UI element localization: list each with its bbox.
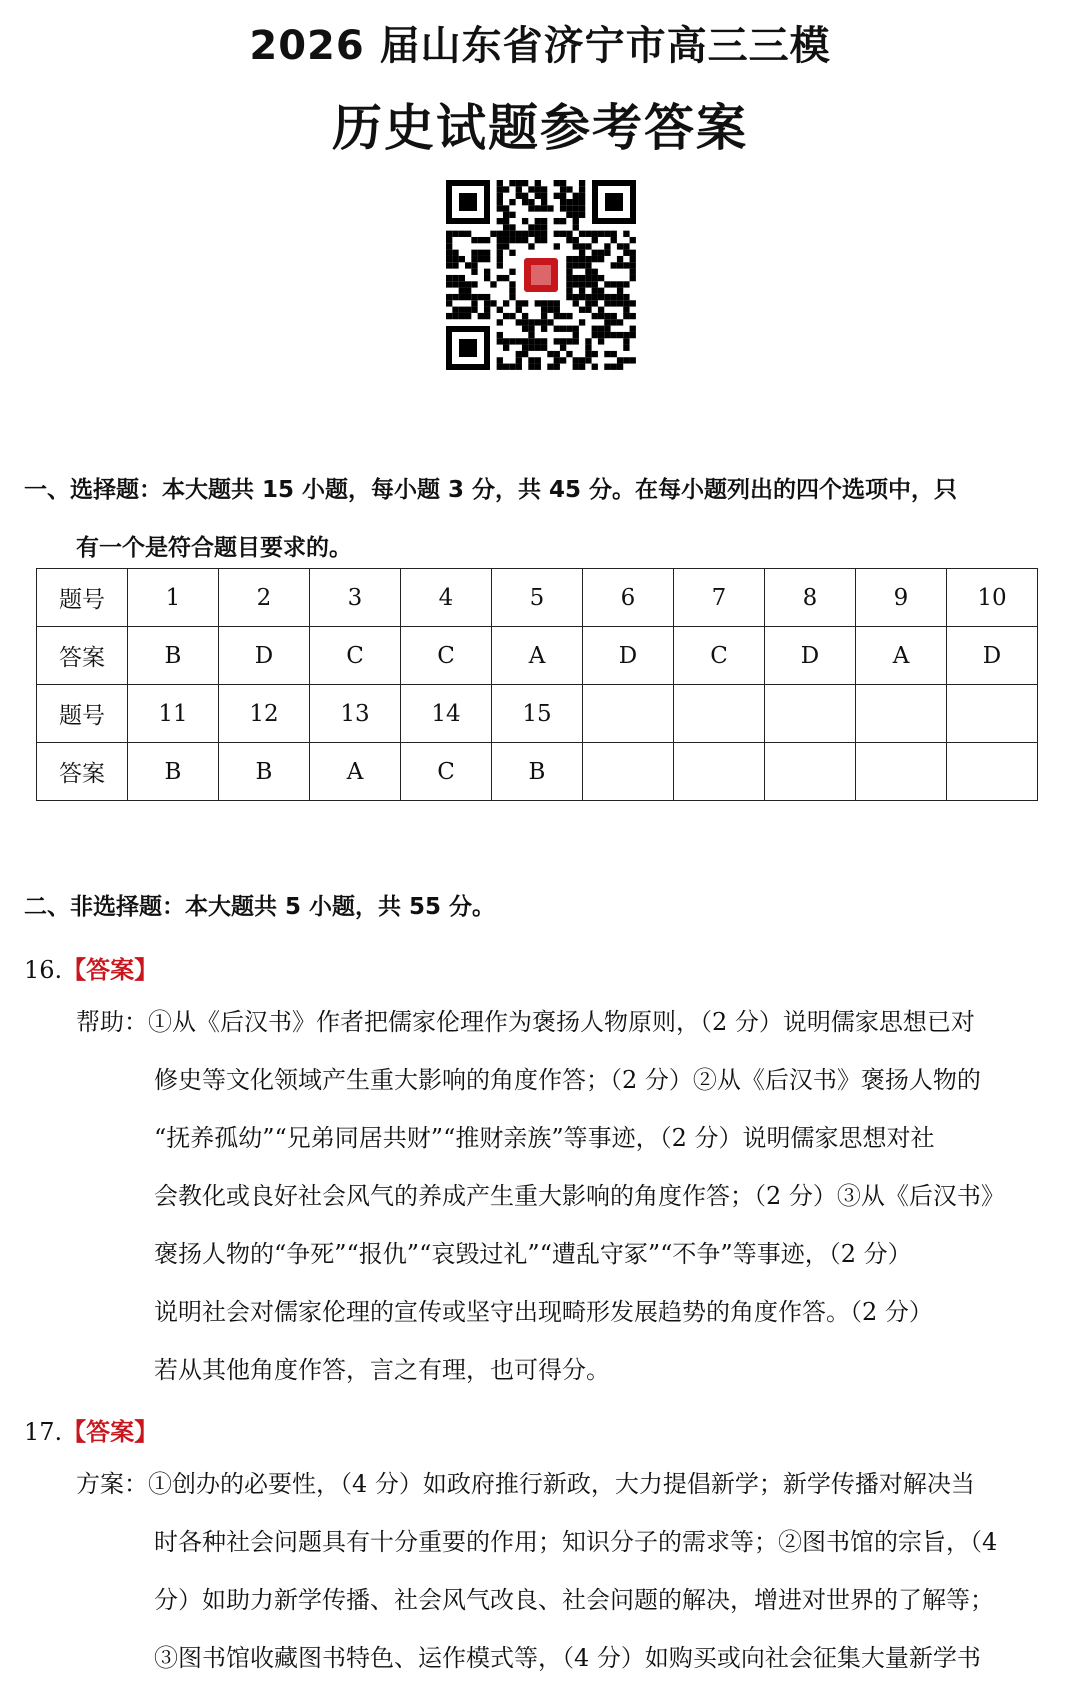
q16-number-line [24,950,158,985]
q16-answer-tag: 【答案】 [62,956,159,984]
answer-cell: C [310,627,401,685]
answer-cell [674,743,765,801]
answer-cell: D [219,627,310,685]
question-number: 1 [128,569,219,627]
q16-line: 褒扬人物的“争死”“报仇”“哀毁过礼”“遭乱守冢”“不争”等事迹，（2 分） [154,1240,912,1268]
q17-answer-tag: 【答案】 [62,1418,159,1446]
answer-cell: A [492,627,583,685]
table-row [37,569,1038,627]
question-number: 15 [492,685,583,743]
answer-cell [856,743,947,801]
question-number: 4 [401,569,492,627]
table-row [37,627,1038,685]
answer-cell: D [947,627,1038,685]
answer-cell: C [674,627,765,685]
question-number: 3 [310,569,401,627]
q16-line: “抚养孤幼”“兄弟同居共财”“推财亲族”等事迹，（2 分）说明儒家思想对社 [154,1124,935,1152]
q16-line: 若从其他角度作答，言之有理，也可得分。 [154,1356,610,1384]
q16-number: 16. [24,956,63,984]
question-number: 2 [219,569,310,627]
answer-cell: B [219,743,310,801]
section1-heading-line1: 一、选择题：本大题共 15 小题，每小题 3 分，共 45 分。在每小题列出的四个选项中，只 [24,477,958,503]
question-number [856,685,947,743]
section1-heading-line2: 有一个是符合题目要求的。 [76,535,352,561]
q17-answer-body [76,1455,1056,1687]
question-number [674,685,765,743]
answer-cell: C [401,627,492,685]
q16-line: 说明社会对儒家伦理的宣传或坚守出现畸形发展趋势的角度作答。（2 分） [154,1298,933,1326]
q17-line: 时各种社会问题具有十分重要的作用；知识分子的需求等；②图书馆的宗旨，（4 [154,1528,998,1556]
question-number: 6 [583,569,674,627]
q17-number-line [24,1412,158,1447]
question-number: 14 [401,685,492,743]
answer-cell [583,743,674,801]
table-row [37,685,1038,743]
q17-line: ③图书馆收藏图书特色、运作模式等，（4 分）如购买或向社会征集大量新学书 [154,1644,981,1672]
question-number: 13 [310,685,401,743]
section2-heading: 二、非选择题：本大题共 5 小题，共 55 分。 [24,894,496,920]
answer-cell: B [128,743,219,801]
answer-cell: D [583,627,674,685]
answer-cell [947,743,1038,801]
question-number: 8 [765,569,856,627]
question-number [583,685,674,743]
q16-line: 帮助：①从《后汉书》作者把儒家伦理作为褒扬人物原则，（2 分）说明儒家思想已对 [76,1008,975,1036]
q16-line: 修史等文化领域产生重大影响的角度作答；（2 分）②从《后汉书》褒扬人物的 [154,1066,981,1094]
q17-number: 17. [24,1418,63,1446]
question-number [947,685,1038,743]
question-number: 12 [219,685,310,743]
section1-heading [24,461,1064,577]
q17-line: 方案：①创办的必要性，（4 分）如政府推行新政，大力提倡新学；新学传播对解决当 [76,1470,975,1498]
answer-cell: A [310,743,401,801]
question-number: 10 [947,569,1038,627]
row-label: 题号 [37,569,128,627]
answer-cell: A [856,627,947,685]
document-subtitle: 历史试题参考答案 [332,99,748,157]
q16-answer-body [76,993,1056,1399]
row-label: 答案 [37,743,128,801]
answer-cell [765,743,856,801]
q17-line: 分）如助力新学传播、社会风气改良、社会问题的解决，增进对世界的了解等； [154,1586,994,1614]
table-row [37,743,1038,801]
qr-code-icon [446,180,636,370]
question-number: 9 [856,569,947,627]
question-number: 7 [674,569,765,627]
answer-cell: B [492,743,583,801]
answer-cell: B [128,627,219,685]
answer-cell: C [401,743,492,801]
question-number: 5 [492,569,583,627]
answer-table [36,568,1038,801]
row-label: 题号 [37,685,128,743]
question-number [765,685,856,743]
document-title: 2026 届山东省济宁市高三三模 [249,23,831,69]
answer-cell: D [765,627,856,685]
question-number: 11 [128,685,219,743]
row-label: 答案 [37,627,128,685]
q16-line: 会教化或良好社会风气的养成产生重大影响的角度作答；（2 分）③从《后汉书》 [154,1182,1005,1210]
